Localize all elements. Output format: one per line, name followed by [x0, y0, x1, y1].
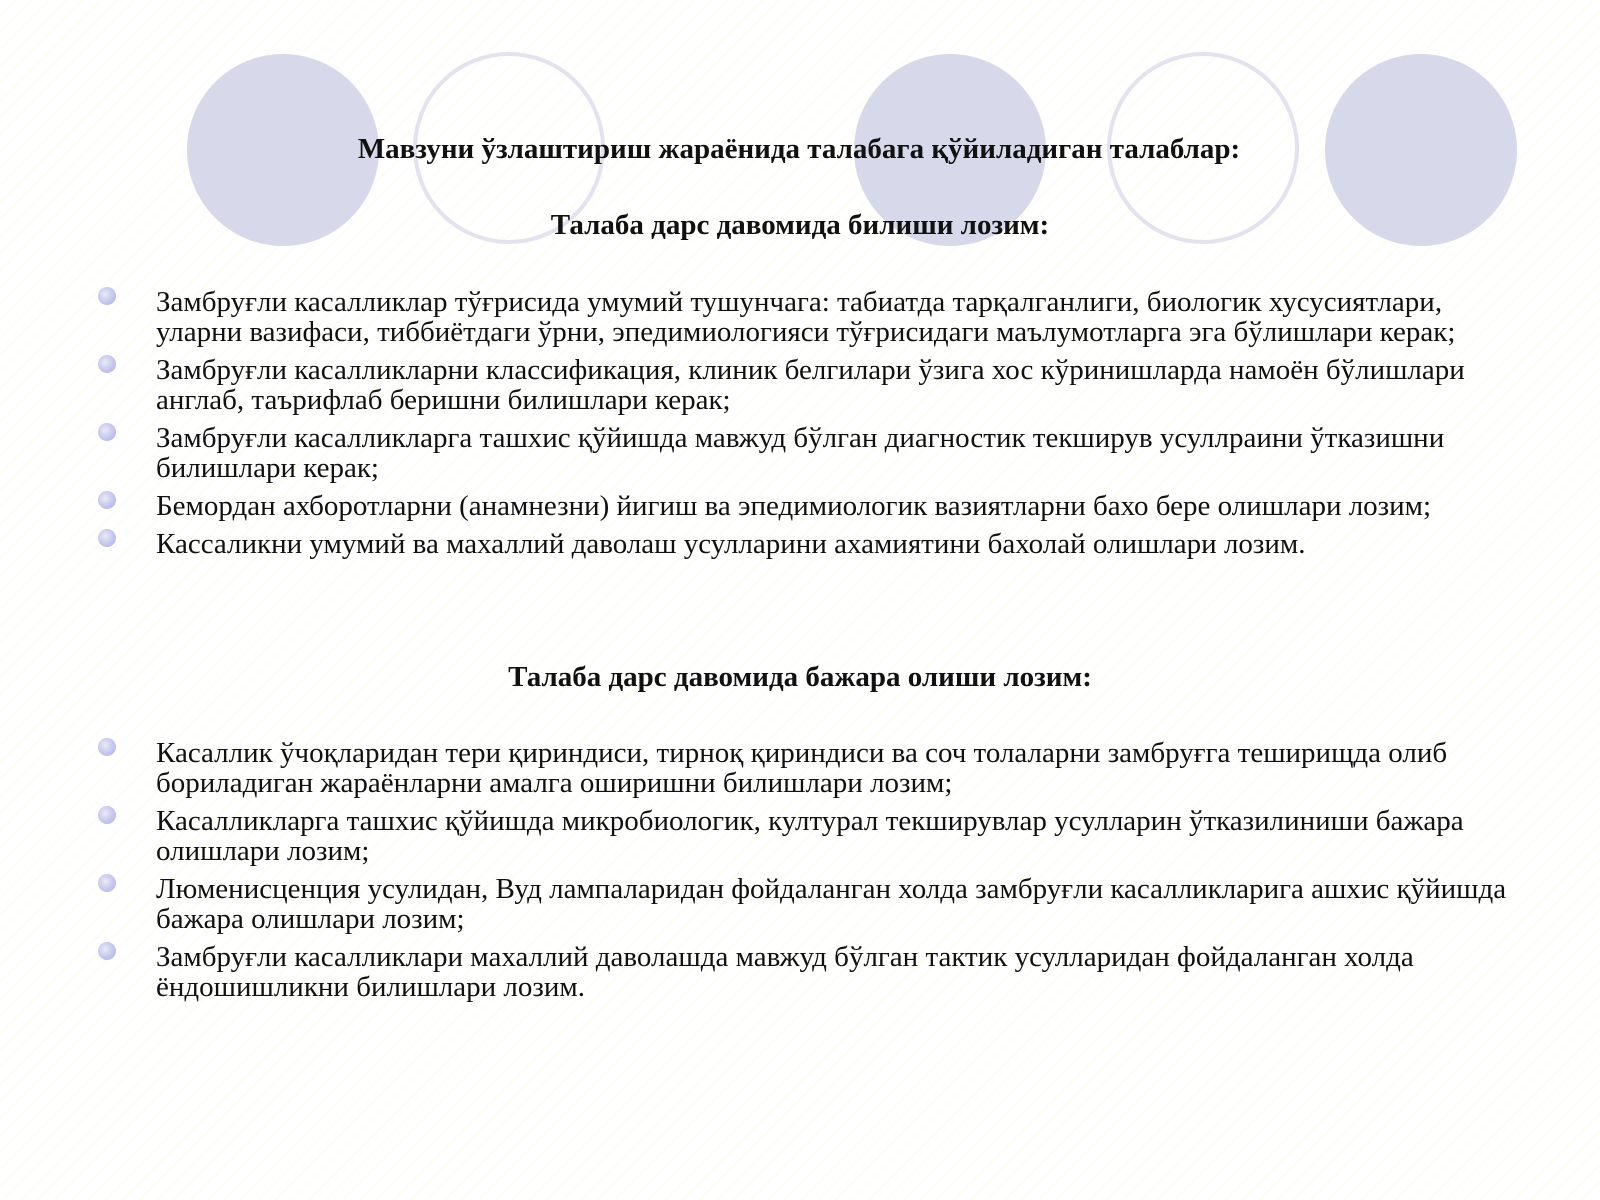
list-item [0, 491, 1600, 521]
list-item-text: Замбруғли касалликларга ташхис қўйишда мавжуд бўлган диагностик текширув усуллраини ўтказишни билишлари керак; [156, 422, 1445, 484]
list-item [0, 529, 1600, 559]
list-item [0, 738, 1600, 798]
list-item [0, 874, 1600, 934]
list-item-text: Касаллик ўчоқларидан тери қириндиси, тирноқ қириндиси ва соч толаларни замбруғга теширищда олиб бориладиган жараёнларни амалга оширишни билишлари лозим; [156, 737, 1448, 799]
list-item-text: Замбруғли касалликларни классификация, клиник белгилари ўзига хос кўринишларда намоён бўлишлари англаб, таърифлаб беришни билишлари керак; [156, 354, 1465, 416]
list-item [0, 806, 1600, 866]
section-2-heading: Талаба дарс давомида бажара олиши лозим: [508, 661, 1092, 693]
section-1-list [0, 287, 1600, 567]
list-item-text: Бемордан ахборотларни (анамнезни) йигиш ва эпедимиологик вазиятларни бахо бере олишлари лозим; [156, 490, 1432, 522]
bullet-dot-icon [98, 355, 116, 373]
bullet-dot-icon [98, 738, 116, 756]
list-item [0, 287, 1600, 347]
list-item [0, 355, 1600, 415]
bullet-dot-icon [98, 529, 116, 547]
list-item-text: Касалликларга ташхис қўйишда микробиологик, културал текширувлар усулларин ўтказилиниши бажара олишлари лозим; [156, 805, 1464, 867]
list-item-text: Замбруғли касалликлари махаллий даволашда мавжуд бўлган тактик усулларидан фойдаланган холда ёндошишликни билишлари лозим. [156, 941, 1414, 1003]
section-2-list [0, 738, 1600, 1010]
bullet-dot-icon [98, 806, 116, 824]
section-1-heading: Талаба дарс давомида билиши лозим: [550, 209, 1050, 241]
slide-title-text: Мавзуни ўзлаштириш жараёнида талабага қўйиладиган талаблар: [357, 133, 1241, 165]
bullet-dot-icon [98, 491, 116, 509]
list-item [0, 423, 1600, 483]
list-item-text: Замбруғли касалликлар тўғрисида умумий тушунчага: табиатда тарқалганлиги, биологик хусусиятлари, уларни вазифаси, тиббиётдаги ўрни, эпедимиологияси тўғрисидаги маълумотларга эга бўлишлари керак; [156, 286, 1456, 348]
bullet-dot-icon [98, 874, 116, 892]
slide-title [0, 132, 1600, 166]
list-item [0, 942, 1600, 1002]
list-item-text: Люменисценция усулидан, Вуд лампаларидан фойдаланган холда замбруғли касалликларига ашхис қўйишда бажара олишлари лозим; [156, 873, 1507, 935]
list-item-text: Кассаликни умумий ва махаллий даволаш усулларини ахамиятини бахолай олишлари лозим. [156, 528, 1306, 560]
bullet-dot-icon [98, 287, 116, 305]
bullet-dot-icon [98, 423, 116, 441]
bullet-dot-icon [98, 942, 116, 960]
